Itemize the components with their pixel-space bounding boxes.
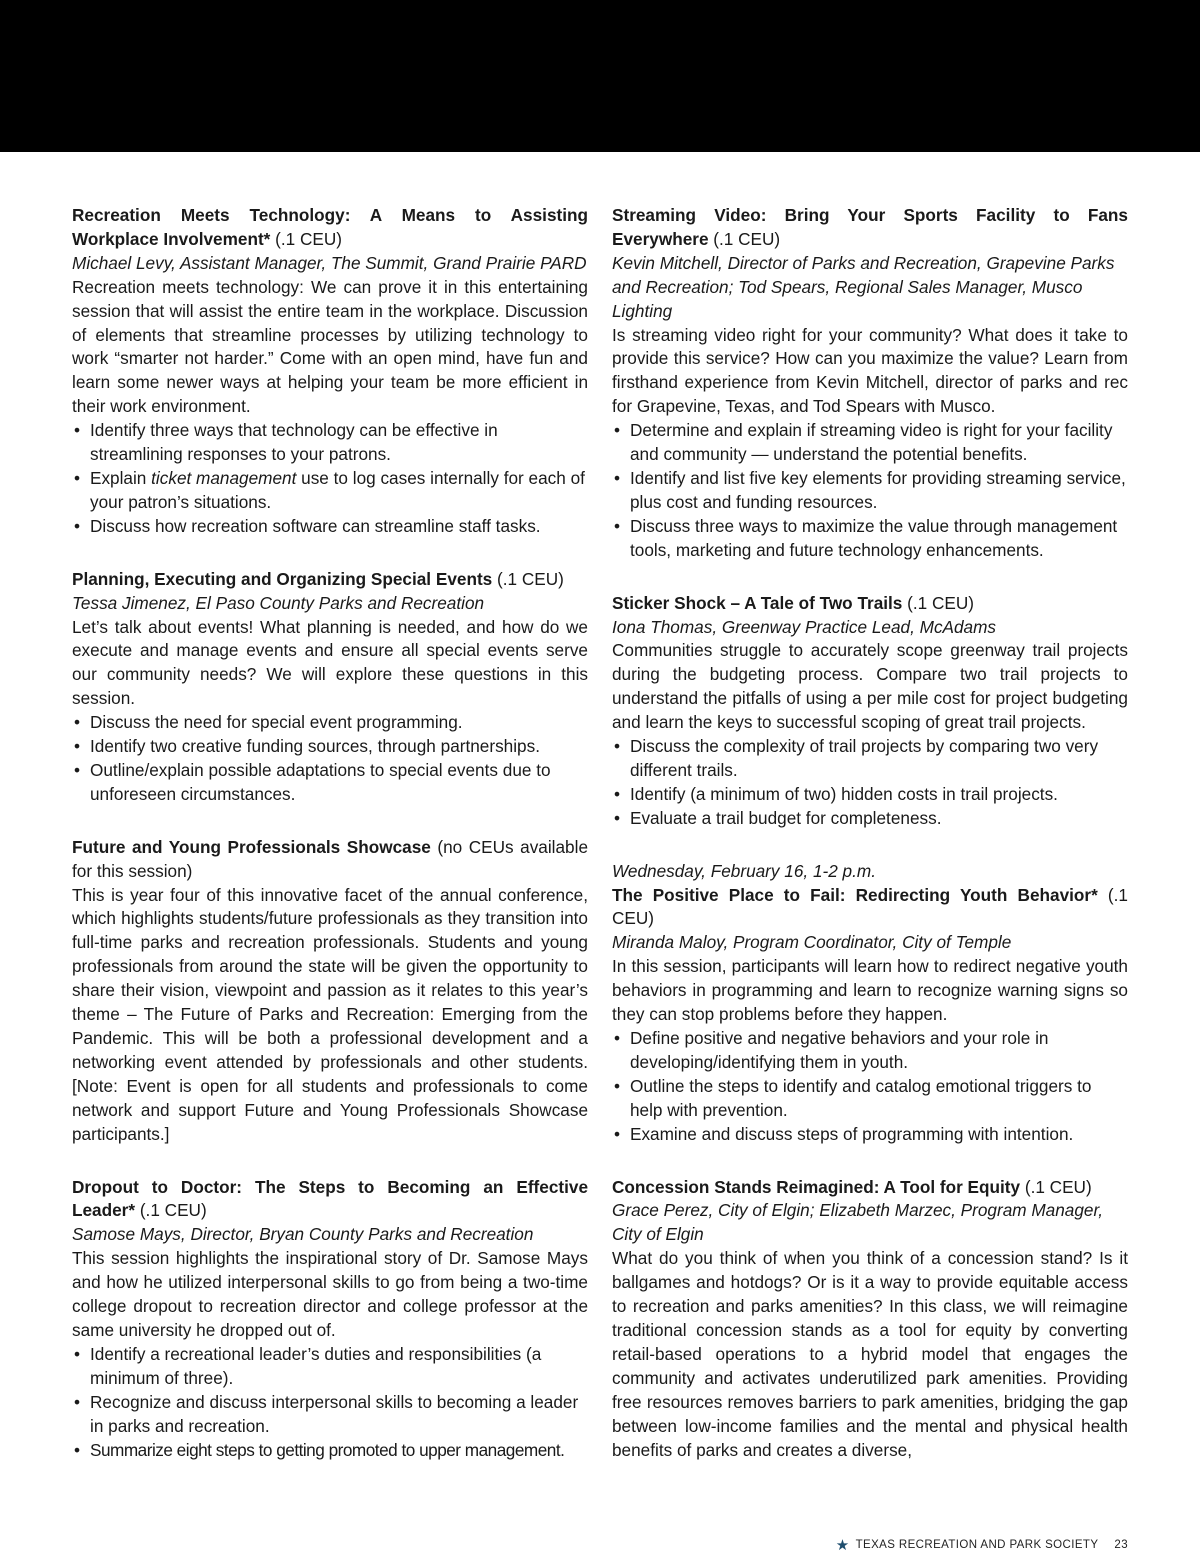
objective-item: • Examine and discuss steps of programming with intention. [612, 1123, 1128, 1147]
objective-item: • Define positive and negative behaviors and your role in developing/identifying them in youth. [612, 1027, 1128, 1075]
objectives-list [72, 1343, 588, 1463]
objective-item: • Outline the steps to identify and catalog emotional triggers to help with prevention. [612, 1075, 1128, 1123]
session-sticker-shock [612, 592, 1128, 831]
objectives-list [612, 419, 1128, 562]
session-title: Recreation Meets Technology: A Means to Assisting Workplace Involvement* (.1 CEU) [72, 205, 588, 249]
objective-item: • Discuss how recreation software can streamline staff tasks. [72, 515, 588, 539]
objective-item: • Discuss three ways to maximize the value through management tools, marketing and future technology enhancements. [612, 515, 1128, 563]
session-description: Is streaming video right for your community? What does it take to provide this service? How can you maximize the value? Learn from firsthand experience from Kevin Mitchell, director of parks and rec for Grapevine, Texas, and Tod Spears with Musco. [612, 324, 1128, 417]
objective-item: • Identify three ways that technology can be effective in streamlining responses to your patrons. [72, 419, 588, 467]
session-positive-place-to-fail [612, 860, 1128, 1147]
session-speakers: Grace Perez, City of Elgin; Elizabeth Marzec, Program Manager, City of Elgin [612, 1200, 1104, 1245]
session-title: Sticker Shock – A Tale of Two Trails (.1 CEU) [612, 592, 974, 613]
star-icon: ★ [835, 1536, 850, 1554]
session-description: In this session, participants will learn how to redirect negative youth behaviors in programming and learn to recognize warning signs so they can stop problems before they happen. [612, 956, 1128, 1025]
session-speakers: Samose Mays, Director, Bryan County Parks and Recreation [72, 1224, 534, 1245]
objectives-list [72, 419, 588, 539]
objectives-list [72, 711, 588, 807]
page-footer [836, 1536, 1128, 1554]
objective-item: • Identify two creative funding sources, through partnerships. [72, 735, 588, 759]
objective-item: • Identify a recreational leader’s duties and responsibilities (a minimum of three). [72, 1343, 588, 1391]
objectives-list [612, 1027, 1128, 1147]
page-number: 23 [1114, 1539, 1128, 1551]
objective-item: • Recognize and discuss interpersonal skills to becoming a leader in parks and recreation. [72, 1391, 588, 1439]
session-speakers: Miranda Maloy, Program Coordinator, City of Temple [612, 932, 1012, 953]
session-title: Dropout to Doctor: The Steps to Becoming an Effective Leader* (.1 CEU) [72, 1176, 588, 1221]
left-column [72, 204, 588, 1491]
objective-item: • Discuss the need for special event programming. [72, 711, 588, 735]
session-speakers: Kevin Mitchell, Director of Parks and Recreation, Grapevine Parks and Recreation; Tod Spears, Regional Sales Manager, Musco Lighting [612, 252, 1115, 321]
session-description: Recreation meets technology: We can prove it in this entertaining session that will assist the entire team in the workplace. Discussion of elements that streamline processes by utilizing technology to work “smarter not harder.” Come with an open mind, have fun and learn some newer ways at helping your team be more efficient in their work environment. [72, 276, 588, 417]
session-special-events [72, 568, 588, 807]
session-title: Future and Young Professionals Showcase (no CEUs available for this session) [72, 836, 588, 881]
session-description: This session highlights the inspirational story of Dr. Samose Mays and how he utilized interpersonal skills to go from being a two-time college dropout to recreation director and college professor at the same university he dropped out of. [72, 1248, 588, 1340]
session-speakers: Michael Levy, Assistant Manager, The Summit, Grand Prairie PARD [72, 252, 587, 273]
session-description: Let’s talk about events! What planning is needed, and how do we execute and manage events and ensure all special events serve our community needs? We will explore these questions in this session. [72, 616, 588, 709]
objective-item: • Explain ticket management use to log cases internally for each of your patron’s situations. [72, 467, 588, 515]
session-dropout-to-doctor [72, 1176, 588, 1463]
session-title: Streaming Video: Bring Your Sports Facility to Fans Everywhere (.1 CEU) [612, 205, 1128, 249]
footer-org-name: TEXAS RECREATION AND PARK SOCIETY [855, 1539, 1099, 1551]
session-title: Concession Stands Reimagined: A Tool for Equity (.1 CEU) [612, 1176, 1092, 1197]
session-title: The Positive Place to Fail: Redirecting Youth Behavior* (.1 CEU) [612, 884, 1128, 929]
objective-item: • Evaluate a trail budget for completeness. [612, 807, 1128, 831]
session-recreation-meets-technology [72, 204, 588, 539]
objective-item: • Identify and list five key elements for providing streaming service, plus cost and funding resources. [612, 467, 1128, 515]
session-description: Communities struggle to accurately scope greenway trail projects during the budgeting process. Compare two trail projects to understand the pitfalls of using a per mile cost for project budgeting and learn the keys to successful scoping of great trail projects. [612, 640, 1128, 733]
session-streaming-video [612, 204, 1128, 563]
objectives-list [612, 735, 1128, 831]
session-speakers: Tessa Jimenez, El Paso County Parks and Recreation [72, 592, 485, 613]
session-description: What do you think of when you think of a concession stand? Is it ballgames and hotdogs? Or is it a way to provide equitable access to recreation and parks amenities? In this class, we will reimagine traditional concession stands as a tool for equity by converting retail-based operations to a hybrid model that engages the community and activates underutilized park amenities. Providing free resources removes barriers to park amenities, bridging the gap between low-income families and the mental and physical health benefits of parks and creates a diverse, [612, 1248, 1128, 1460]
objective-item: • Summarize eight steps to getting promoted to upper management. [72, 1439, 588, 1463]
session-description: This is year four of this innovative facet of the annual conference, which highlights students/future professionals as they transition into full-time parks and recreation professionals. Students and young professionals from around the state will be given the opportunity to share their vision, viewpoint and passion as it relates to this year’s theme – The Future of Parks and Recreation: Emerging from the Pandemic. This will be both a professional development and a networking event attended by professionals and other students. [Note: Event is open for all students and professionals to come network and support Future and Young Professionals Showcase participants.] [72, 884, 588, 1144]
session-title: Planning, Executing and Organizing Special Events (.1 CEU) [72, 568, 564, 589]
session-concession-stands [612, 1176, 1128, 1463]
session-young-professionals-showcase [72, 836, 588, 1147]
header-band [0, 0, 1200, 152]
session-speakers: Iona Thomas, Greenway Practice Lead, McAdams [612, 616, 997, 637]
objective-item: • Identify (a minimum of two) hidden costs in trail projects. [612, 783, 1128, 807]
right-column [612, 204, 1128, 1491]
objective-item: • Determine and explain if streaming video is right for your facility and community — understand the potential benefits. [612, 419, 1128, 467]
objective-item: • Outline/explain possible adaptations to special events due to unforeseen circumstances. [72, 759, 588, 807]
objective-item: • Discuss the complexity of trail projects by comparing two very different trails. [612, 735, 1128, 783]
session-dateline: Wednesday, February 16, 1-2 p.m. [612, 860, 876, 881]
